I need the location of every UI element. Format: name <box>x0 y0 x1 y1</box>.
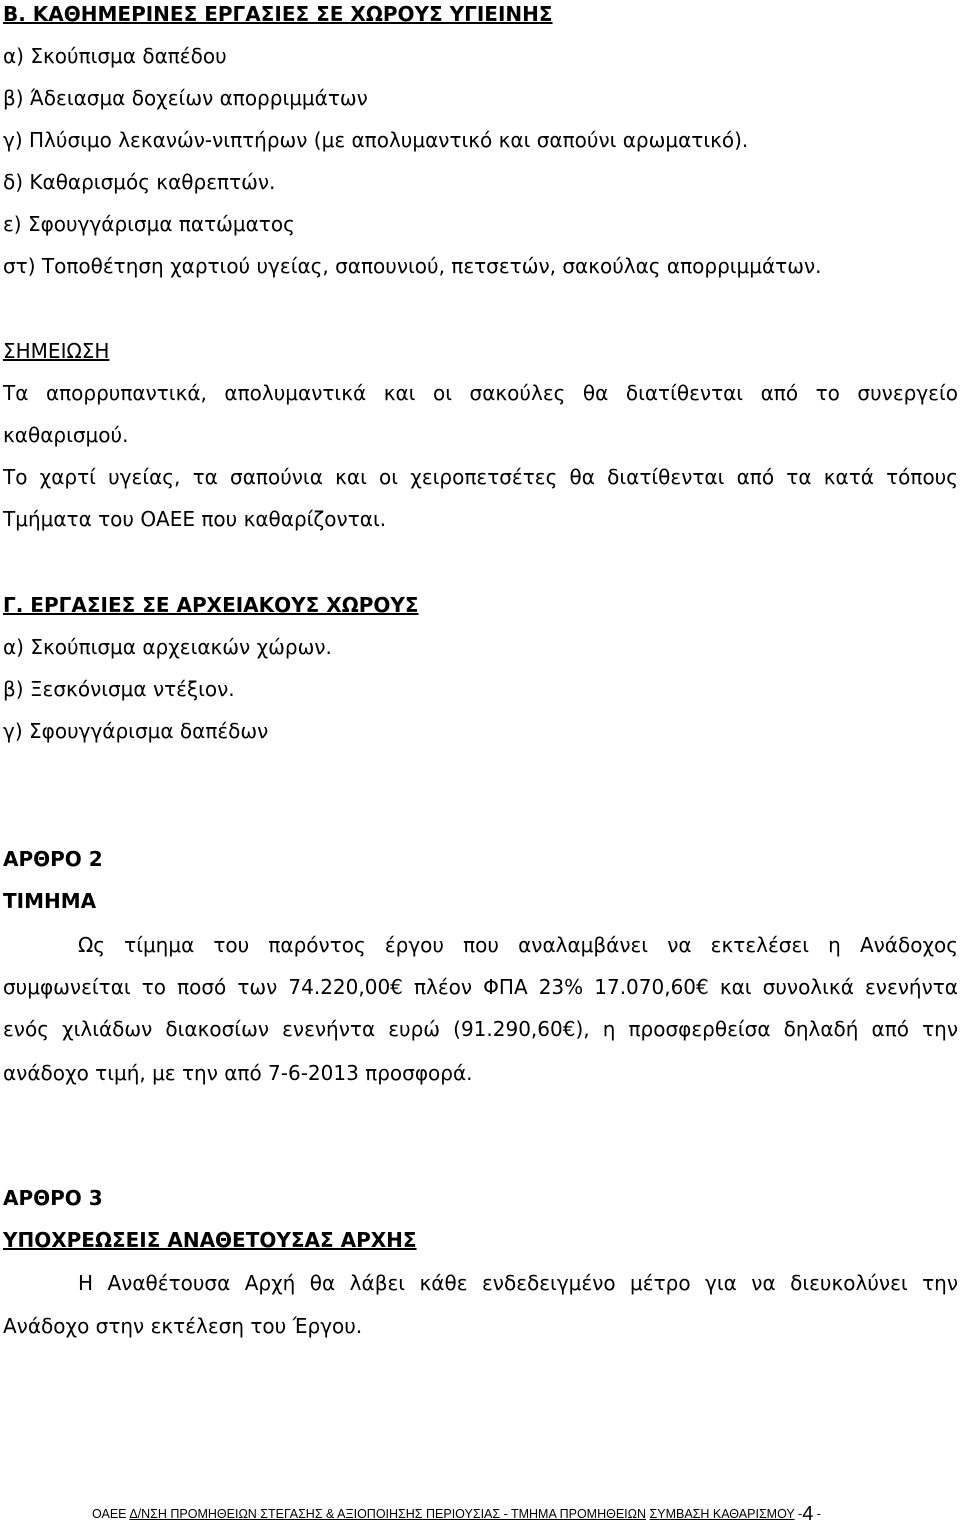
section-c-heading: Γ. ΕΡΓΑΣΙΕΣ ΣΕ ΑΡΧΕΙΑΚΟΥΣ ΧΩΡΟΥΣ <box>3 593 419 617</box>
note-paragraph-1-line-2: καθαρισμού. <box>3 423 129 447</box>
section-b-item-f: στ) Τοποθέτηση χαρτιού υγείας, σαπουνιού, πετσετών, σακούλας απορριμμάτων. <box>3 254 822 278</box>
footer-document-title: ΣΥΜΒΑΣΗ ΚΑΘΑΡΙΣΜΟΥ <box>649 1507 795 1521</box>
section-c-item-b: β) Ξεσκόνισμα ντέξιον. <box>3 677 235 701</box>
footer-page-number: 4 <box>802 1503 814 1525</box>
article-2-line-3: ενός χιλιάδων διακοσίων ενενήντα ευρώ (91.290,60€), η προσφερθείσα δηλαδή από την <box>3 1017 958 1041</box>
article-3-title: ΥΠΟΧΡΕΩΣΕΙΣ ΑΝΑΘΕΤΟΥΣΑΣ ΑΡΧΗΣ <box>3 1228 417 1252</box>
article-2-title: ΤΙΜΗΜΑ <box>3 889 97 913</box>
note-heading: ΣΗΜΕΙΩΣΗ <box>3 339 110 363</box>
article-2-line-2: συμφωνείται το ποσό των 74.220,00€ πλέον ΦΠΑ 23% 17.070,60€ και συνολικά ενενήντα <box>3 975 958 999</box>
note-paragraph-1-line-1: Τα απορρυπαντικά, απολυμαντικά και οι σακούλες θα διατίθενται από το συνεργείο <box>3 381 958 405</box>
section-b-heading: Β. ΚΑΘΗΜΕΡΙΝΕΣ ΕΡΓΑΣΙΕΣ ΣΕ ΧΩΡΟΥΣ ΥΓΙΕΙΝΗΣ <box>3 2 553 26</box>
article-3-number: ΑΡΘΡΟ 3 <box>3 1186 103 1210</box>
section-b-item-a: α) Σκούπισμα δαπέδου <box>3 44 227 68</box>
section-b-item-e: ε) Σφουγγάρισμα πατώματος <box>3 212 295 236</box>
article-2-number: ΑΡΘΡΟ 2 <box>3 847 103 871</box>
page-footer <box>92 1503 821 1525</box>
article-2-line-1: Ως τίμημα του παρόντος έργου που αναλαμβάνει να εκτελέσει η Ανάδοχος <box>78 933 958 957</box>
section-b-item-c: γ) Πλύσιμο λεκανών-νιπτήρων (με απολυμαντικό και σαπούνι αρωματικό). <box>3 128 749 152</box>
article-3-line-2: Ανάδοχο στην εκτέλεση του Έργου. <box>3 1314 363 1338</box>
footer-department: Δ/ΝΣΗ ΠΡΟΜΗΘΕΙΩΝ ΣΤΕΓΑΣΗΣ & ΑΞΙΟΠΟΙΗΣΗΣ ΠΕΡΙΟΥΣΙΑΣ - ΤΜΗΜΑ ΠΡΟΜΗΘΕΙΩΝ <box>129 1507 647 1521</box>
section-b-item-b: β) Άδειασμα δοχείων απορριμμάτων <box>3 86 368 110</box>
note-paragraph-2-line-1: Το χαρτί υγείας, τα σαπούνια και οι χειροπετσέτες θα διατίθενται από τα κατά τόπους <box>3 465 958 489</box>
note-paragraph-2-line-2: Τμήματα του ΟΑΕΕ που καθαρίζονται. <box>3 507 387 531</box>
article-2-line-4: ανάδοχο τιμή, με την από 7-6-2013 προσφορά. <box>3 1061 473 1085</box>
section-b-item-d: δ) Καθαρισμός καθρεπτών. <box>3 170 276 194</box>
article-3-line-1: Η Αναθέτουσα Αρχή θα λάβει κάθε ενδεδειγμένο μέτρο για να διευκολύνει την <box>78 1271 958 1295</box>
footer-page-suffix: - <box>816 1507 821 1521</box>
footer-page-prefix: - <box>798 1507 803 1521</box>
section-c-item-a: α) Σκούπισμα αρχειακών χώρων. <box>3 635 332 659</box>
section-c-item-c: γ) Σφουγγάρισμα δαπέδων <box>3 719 269 743</box>
footer-org: ΟΑΕΕ <box>92 1507 127 1521</box>
